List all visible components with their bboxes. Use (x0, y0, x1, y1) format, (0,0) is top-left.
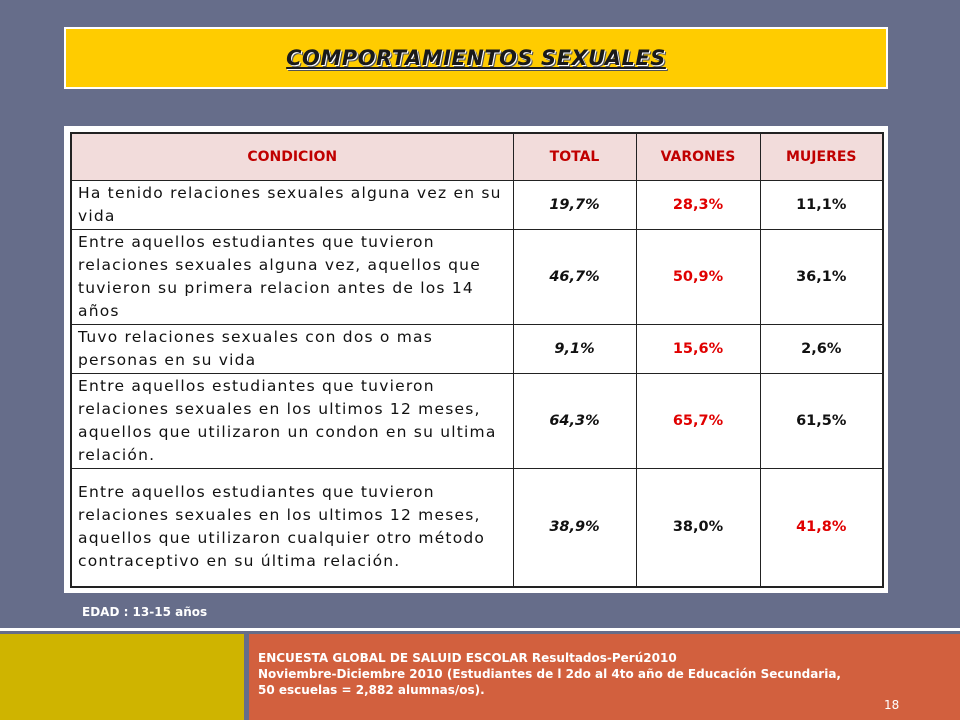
cell-varones: 38,0% (636, 469, 760, 587)
footer-divider (0, 628, 960, 631)
title-banner (64, 27, 888, 89)
table-row (71, 181, 883, 230)
table-header-row (71, 133, 883, 181)
cell-varones: 65,7% (636, 374, 760, 469)
table-row (71, 325, 883, 374)
cell-condicion: Entre aquellos estudiantes que tuvieron relaciones sexuales alguna vez, aquellos que tuvieron su primera relacion antes de los 14 años (71, 230, 513, 325)
cell-total: 46,7% (513, 230, 636, 325)
table-row (71, 374, 883, 469)
header-varones: VARONES (636, 133, 760, 181)
cell-varones: 50,9% (636, 230, 760, 325)
header-total: TOTAL (513, 133, 636, 181)
cell-mujeres: 61,5% (760, 374, 883, 469)
footer-line-1: ENCUESTA GLOBAL DE SALUID ESCOLAR Resultados-Perú2010 (258, 651, 677, 665)
cell-condicion: Entre aquellos estudiantes que tuvieron relaciones sexuales en los ultimos 12 meses, aquellos que utilizaron cualquier otro método contraceptivo en su última relación. (71, 469, 513, 587)
header-condicion: CONDICION (71, 133, 513, 181)
slide-title: COMPORTAMIENTOS SEXUALES (286, 46, 666, 70)
cell-varones: 15,6% (636, 325, 760, 374)
header-mujeres: MUJERES (760, 133, 883, 181)
cell-condicion: Entre aquellos estudiantes que tuvieron relaciones sexuales en los ultimos 12 meses, aquellos que utilizaron un condon en su ultima relación. (71, 374, 513, 469)
footer-source (258, 650, 918, 698)
footer-accent-block (0, 634, 244, 720)
cell-mujeres: 41,8% (760, 469, 883, 587)
cell-total: 64,3% (513, 374, 636, 469)
cell-mujeres: 36,1% (760, 230, 883, 325)
cell-condicion: Tuvo relaciones sexuales con dos o mas personas en su vida (71, 325, 513, 374)
cell-condicion: Ha tenido relaciones sexuales alguna vez en su vida (71, 181, 513, 230)
age-note: EDAD : 13-15 años (82, 605, 208, 619)
cell-total: 9,1% (513, 325, 636, 374)
cell-total: 38,9% (513, 469, 636, 587)
cell-mujeres: 11,1% (760, 181, 883, 230)
footer-line-2: Noviembre-Diciembre 2010 (Estudiantes de l 2do al 4to año de Educación Secundaria, (258, 667, 841, 681)
cell-varones: 28,3% (636, 181, 760, 230)
results-table (70, 132, 884, 588)
table-row (71, 469, 883, 587)
footer-line-3: 50 escuelas = 2,882 alumnas/os). (258, 683, 485, 697)
table-row (71, 230, 883, 325)
page-number: 18 (884, 698, 900, 712)
cell-mujeres: 2,6% (760, 325, 883, 374)
cell-total: 19,7% (513, 181, 636, 230)
table-container (64, 126, 888, 593)
